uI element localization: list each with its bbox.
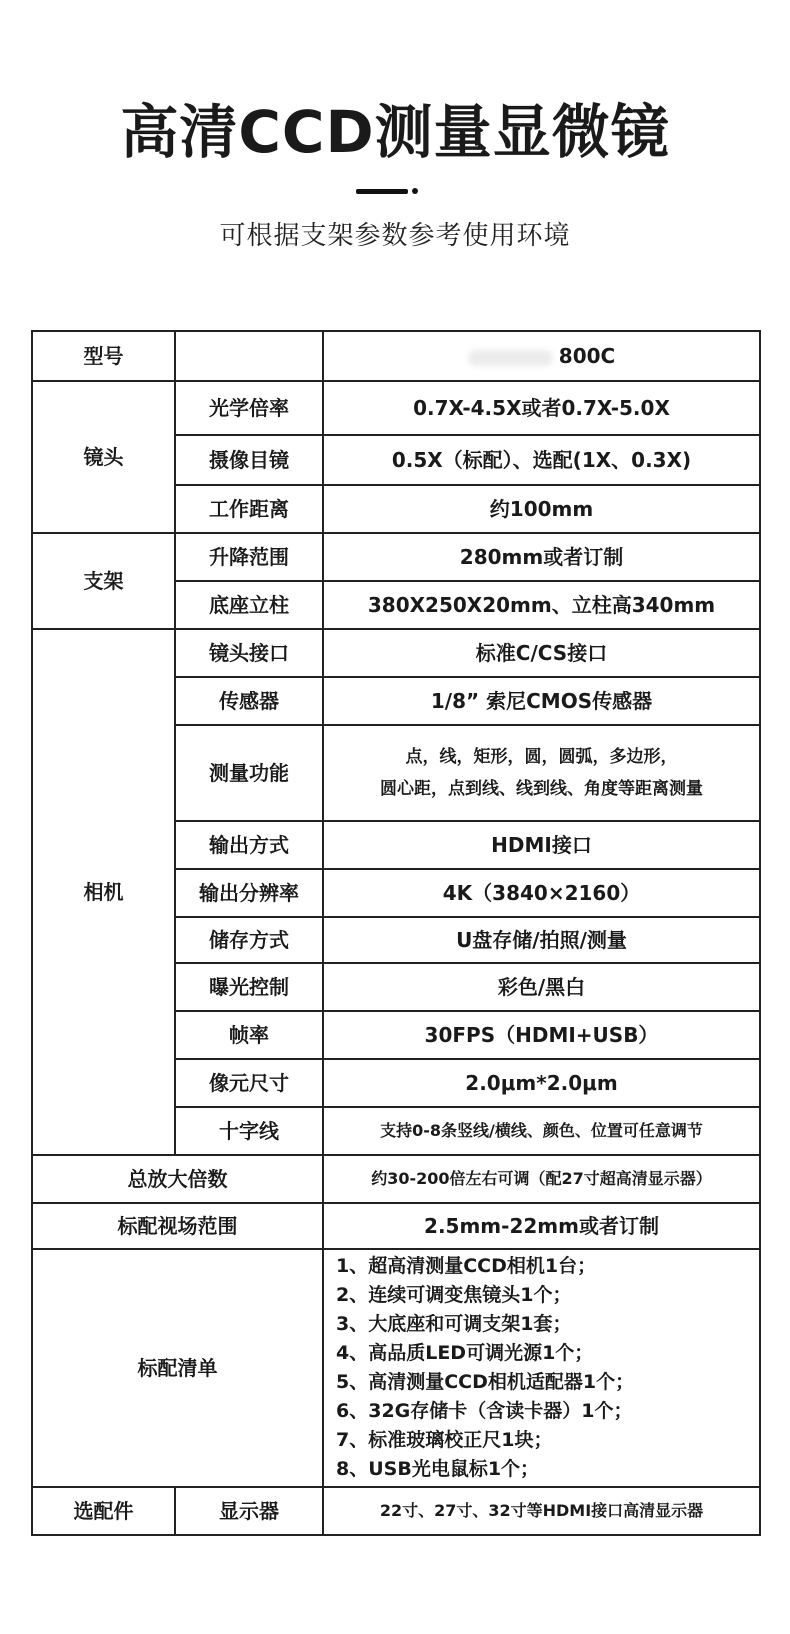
list-item: 8、USB光电鼠标1个； (336, 1458, 540, 1480)
table-row (32, 1487, 760, 1535)
row-value: 支持0-8条竖线/横线、颜色、位置可任意调节 (323, 1107, 760, 1155)
model-empty-cell (175, 331, 323, 381)
row-label: 传感器 (175, 677, 323, 725)
row-label: 输出分辨率 (175, 869, 323, 917)
table-row (32, 1155, 760, 1203)
page-title: 高清CCD测量显微镜 (120, 98, 670, 166)
row-label: 镜头接口 (175, 629, 323, 677)
row-label: 光学倍率 (175, 381, 323, 435)
title-divider (356, 189, 408, 194)
row-label: 升降范围 (175, 533, 323, 581)
list-item: 4、高品质LED可调光源1个； (336, 1342, 594, 1364)
row-label: 工作距离 (175, 485, 323, 533)
blurred-brand (468, 350, 553, 366)
spec-table (31, 330, 761, 1536)
row-label: 摄像目镜 (175, 435, 323, 485)
row-value (323, 725, 760, 821)
list-item: 3、大底座和可调支架1套； (336, 1313, 572, 1335)
row-value: U盘存储/拍照/测量 (323, 917, 760, 963)
fov-label: 标配视场范围 (32, 1203, 323, 1249)
stand-group-label: 支架 (32, 533, 175, 629)
row-value: HDMI接口 (323, 821, 760, 869)
accessory-group-label: 选配件 (32, 1487, 175, 1535)
row-value: 约100mm (323, 485, 760, 533)
row-value: 30FPS（HDMI+USB） (323, 1011, 760, 1059)
row-value: 2.0μm*2.0μm (323, 1059, 760, 1107)
row-value: 彩色/黑白 (323, 963, 760, 1011)
accessory-value: 22寸、27寸、32寸等HDMI接口高清显示器 (323, 1487, 760, 1535)
table-row (32, 331, 760, 381)
row-label: 输出方式 (175, 821, 323, 869)
table-row (32, 533, 760, 581)
row-label: 十字线 (175, 1107, 323, 1155)
fov-value: 2.5mm-22mm或者订制 (323, 1203, 760, 1249)
row-value: 标准C/CS接口 (323, 629, 760, 677)
total-mag-label: 总放大倍数 (32, 1155, 323, 1203)
page-subtitle: 可根据支架参数参考使用环境 (219, 221, 571, 251)
row-label: 帧率 (175, 1011, 323, 1059)
row-value: 1/8” 索尼CMOS传感器 (323, 677, 760, 725)
row-value-line: 圆心距，点到线、线到线、角度等距离测量 (380, 779, 703, 799)
model-label: 型号 (32, 331, 175, 381)
row-value: 280mm或者订制 (323, 533, 760, 581)
row-value-line: 点，线，矩形，圆，圆弧，多边形， (405, 747, 678, 767)
list-item: 6、32G存储卡（含读卡器）1个； (336, 1400, 633, 1422)
table-row (32, 1249, 760, 1487)
model-value-cell (323, 331, 760, 381)
table-row (32, 1203, 760, 1249)
table-row (32, 629, 760, 677)
row-label: 储存方式 (175, 917, 323, 963)
camera-group-label: 相机 (32, 629, 175, 1155)
list-item: 5、高清测量CCD相机适配器1个； (336, 1371, 635, 1393)
package-label: 标配清单 (32, 1249, 323, 1487)
row-label: 像元尺寸 (175, 1059, 323, 1107)
row-label: 测量功能 (175, 725, 323, 821)
list-item: 1、超高清测量CCD相机1台； (336, 1255, 597, 1277)
title-divider-dot (412, 188, 418, 194)
row-value: 380X250X20mm、立柱高340mm (323, 581, 760, 629)
package-list (323, 1249, 760, 1487)
row-value: 0.5X（标配）、选配(1X、0.3X) (323, 435, 760, 485)
table-row (32, 381, 760, 435)
accessory-label: 显示器 (175, 1487, 323, 1535)
row-value: 0.7X-4.5X或者0.7X-5.0X (323, 381, 760, 435)
total-mag-value: 约30-200倍左右可调（配27寸超高清显示器） (323, 1155, 760, 1203)
row-label: 底座立柱 (175, 581, 323, 629)
list-item: 2、连续可调变焦镜头1个； (336, 1284, 572, 1306)
row-label: 曝光控制 (175, 963, 323, 1011)
model-value: 800C (558, 344, 616, 368)
lens-group-label: 镜头 (32, 381, 175, 533)
list-item: 7、标准玻璃校正尺1块； (336, 1429, 553, 1451)
row-value: 4K（3840×2160） (323, 869, 760, 917)
